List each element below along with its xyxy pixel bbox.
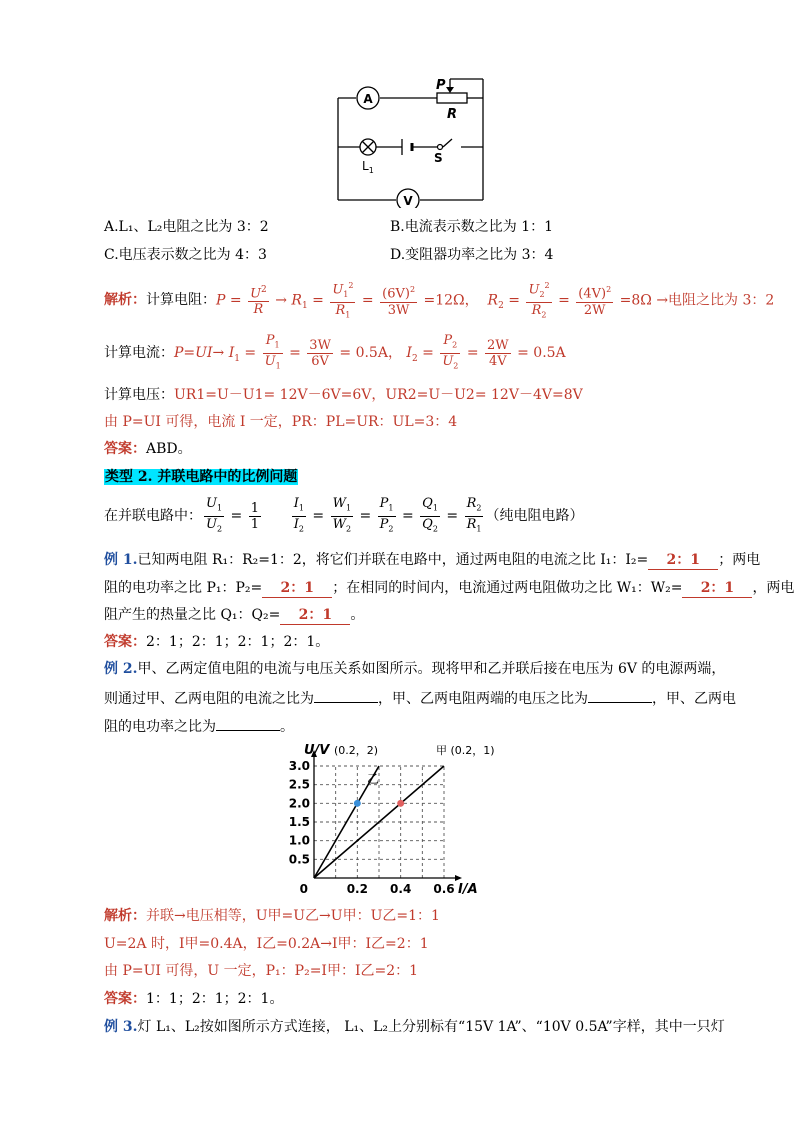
example-1-line-3: 阻产生的热量之比 Q₁：Q₂= 2：1 。 [104,607,365,623]
voltage-formula: UR1=U－U1= 12V－6V=6V，UR2=U－U2= 12V－4V=8V [174,387,583,403]
switch-symbol [438,145,443,150]
resistance-formula: P = $\frac{U^2}{R}$ → $R_1$ = $\frac{U_1^2}{R_1}$ = $\frac{(6V)^2}{3W}$ =12Ω， $R_2$ = $\frac{U_2^2}{R_2}$ = $\frac{(4V)^2}{2W}$ =8Ω →电阻之比为 3：2 [216,278,774,323]
example-2-label: 例 2. [104,661,138,677]
y-tick-label: 2.5 [288,777,310,792]
y-tick-label: 3.0 [288,759,310,773]
x-tick-label: 0.4 [390,882,412,896]
example-3-label: 例 3. [104,1019,138,1035]
example-1-answer-line: 答案：2：1；2：1；2：1；2：1。 [104,634,330,650]
circuit-diagram [330,76,490,208]
y-tick-label: 0.5 [288,852,310,867]
data-point-marker [397,800,404,807]
blank-voltage-ratio[interactable] [588,688,652,703]
voltmeter-label: V [403,194,413,208]
example-2-line-2: 则通过甲、乙两电阻的电流之比为 ，甲、乙两电阻两端的电压之比为 ，甲、乙两电 [104,688,736,708]
analysis-2-line-2: U=2A 时，I甲=0.4A，I乙=0.2A→I甲：I乙=2：1 [104,936,429,952]
calc-current-text: 计算电流： [104,345,174,361]
y-tick-label: 1.5 [288,815,310,829]
x-axis-label: I/A [458,882,478,897]
x-tick-label: 0 [299,882,308,896]
analysis-conclusion: 由 P=UI 可得，电流 I 一定，PR：PL=UR：UL=3：4 [104,414,458,430]
annotation-jia-point: 甲 (0.2，1) [436,744,495,757]
analysis-resistance-line [104,278,774,322]
blank-current-ratio[interactable] [314,688,378,703]
slider-label: P [436,78,446,93]
analysis-voltage-line [104,386,583,404]
y-axis-label: U/V [304,743,330,758]
analysis-2-answer: 答案：1：1；2：1；2：1。 [104,991,284,1007]
example-2-line-1: 例 2.甲、乙两定值电阻的电流与电压关系如图所示。现将甲和乙并联后接在电压为 6V 的电源两端， [104,661,726,677]
analysis-2-line-1: 解析：并联→电压相等，U甲=U乙→U甲：U乙=1：1 [104,908,440,924]
analysis-current-line [104,333,566,373]
example-1-answer-1: 2：1 [648,551,718,570]
switch-label: S [434,151,443,165]
answer-1-line [104,440,192,458]
example-1-answer-3: 2：1 [682,579,752,598]
current-formula: $P=UI\to I_1$ = $\frac{P_1}{U_1}$ = $\frac{3W}{6V}$ = 0.5A， $I_2$ = $\frac{P_2}{U_2}$ = $\frac{2W}{4V}$ = 0.5A [174,332,566,371]
example-1-line-2: 阻的电功率之比 P₁：P₂= 2：1 ；在相同的时间内，电流通过两电阻做功之比 W₁：W₂= 2：1 ，两电 [104,580,794,596]
example-1-answer-4: 2：1 [280,606,350,625]
y-tick-label: 2.0 [288,796,310,811]
parallel-note: （纯电阻电路） [485,508,584,524]
x-tick-label: 0.6 [433,882,455,896]
example-1-label: 例 1. [104,552,138,568]
calc-voltage-text: 计算电压： [104,387,174,403]
example-1-answer-2: 2：1 [262,579,332,598]
analysis-2-line-3: 由 P=UI 可得，U 一定，P₁：P₂=I甲：I乙=2：1 [104,963,419,979]
answer-label: 答案： [104,441,146,457]
y-tick-label: 1.0 [288,833,310,848]
u-i-chart [282,742,522,898]
parallel-formula-line [104,494,583,538]
annotation-yi-point: (0.2，2) [334,744,379,757]
option-b: B.电流表示数之比为 1：1 [390,219,554,235]
option-d: D.变阻器功率之比为 3：4 [390,247,554,263]
ammeter-label: A [363,92,373,106]
data-point-marker [354,800,361,807]
blank-power-ratio[interactable] [216,716,280,731]
example-1-line-1: 例 1.已知两电阻 R₁：R₂=1：2，将它们并联在电路中，通过两电阻的电流之比 I₁：I₂= 2：1 ；两电 [104,552,761,568]
resistor-label: R [447,107,458,122]
parallel-prefix: 在并联电路中： [104,508,202,524]
parallel-formula: $\frac{U_1}{U_2}$ = $\frac{1}{1}$ $\frac{I_1}{I_2}$ = $\frac{W_1}{W_2}$ = $\frac{P_1}{P_2}$ = $\frac{Q_1}{Q_2}$ = $\frac{R_2}{R_1}$ [206,495,482,534]
example-3-line-1: 例 3.灯 L₁、L₂按如图所示方式连接， L₁、L₂上分别标有“15V 1A”、“10V 0.5A”字样，其中一只灯 [104,1019,725,1035]
option-c: C.电压表示数之比为 4：3 [104,247,267,263]
analysis-label: 解析： [104,292,146,308]
example-2-line-3: 阻的电功率之比为 。 [104,716,294,736]
x-axis-arrow [455,875,462,881]
section-title: 类型 2. 并联电路中的比例问题 [105,469,298,485]
x-tick-label: 0.2 [346,882,368,896]
lamp-label: $L_1$ [362,159,374,175]
option-a: A.L₁、L₂电阻之比为 3：2 [104,219,269,235]
answer-value: ABD。 [146,441,192,457]
series-label-yi: 乙 [367,771,380,786]
calc-resistance-text: 计算电阻： [146,292,216,308]
